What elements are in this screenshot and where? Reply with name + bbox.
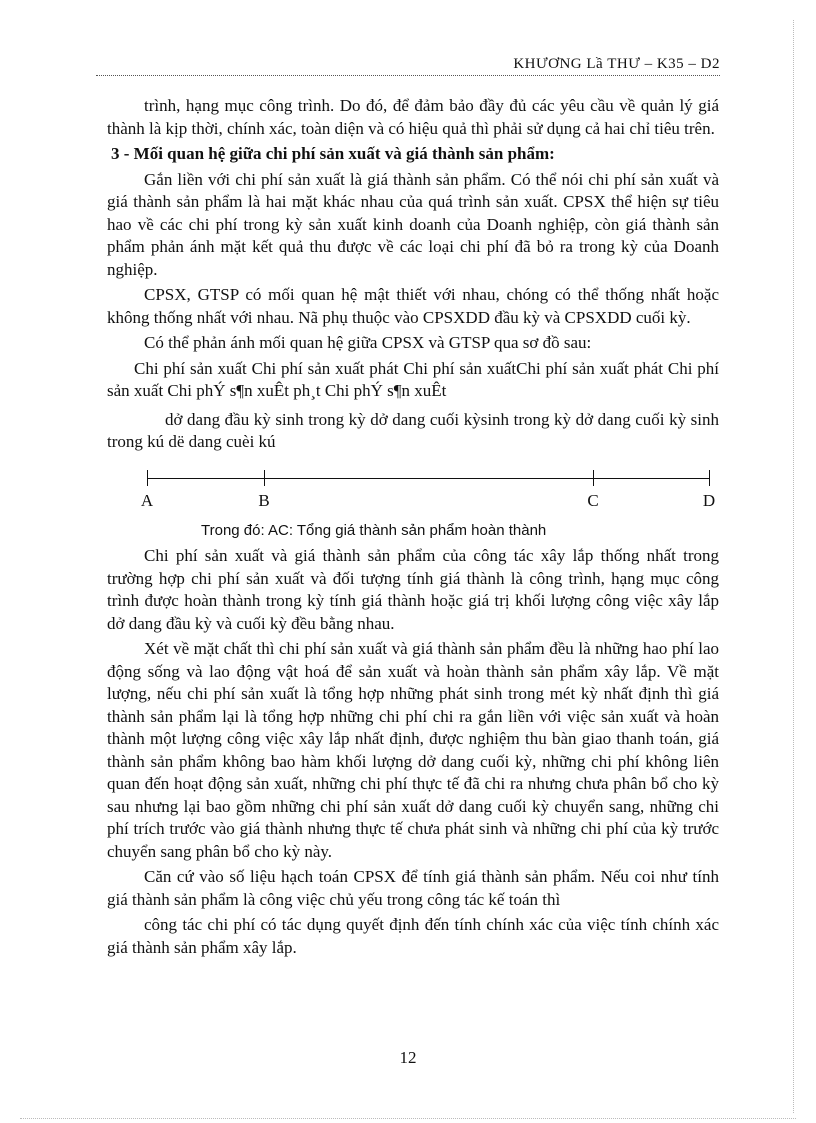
- paragraph-continuation: trình, hạng mục công trình. Do đó, để đảm bảo đầy đủ các yêu cầu về quản lý giá thành là kịp thời, chính xác, toàn diện và có hiệu quả thì phải sử dụng cả hai chỉ tiêu trên.: [107, 96, 719, 138]
- paragraph: công tác chi phí có tác dụng quyết định đến tính chính xác của việc tính chính xác giá thành sản phẩm xây lắp.: [107, 915, 719, 957]
- paragraph: Căn cứ vào số liệu hạch toán CPSX để tính giá thành sản phẩm. Nếu coi như tính giá thành sản phẩm là công việc chủ yếu trong công tác kế toán thì: [107, 867, 719, 909]
- paragraph: Chi phí sản xuất và giá thành sản phẩm của công tác xây lắp thống nhất trong trường hợp chi phí sản xuất và đối tượng tính giá thành là công trình, hạng mục công trình được hoàn thành trong kỳ tính giá thành hoặc giá trị khối lượng công việc xây lắp dở dang đầu kỳ và cuối kỳ đều bằng nhau.: [107, 546, 719, 633]
- page-header: KHƯƠNG Lầ THƯ – K35 – D2: [513, 56, 720, 72]
- timeline-label-b: B: [258, 490, 270, 510]
- paragraph: Có thể phản ánh mối quan hệ giữa CPSX và GTSP qua sơ đồ sau:: [144, 333, 592, 352]
- document-body: [107, 95, 719, 962]
- diagram-top-labels: Chi phí sản xuất Chi phí sản xuất phát Chi phí sản xuấtChi phí sản xuất phát Chi phí sản xuất Chi phÝ s¶n xuÊt ph¸t Chi phÝ s¶n xuÊt: [107, 358, 719, 400]
- cost-timeline-diagram: [107, 460, 719, 520]
- timeline-tick-c: [593, 470, 594, 486]
- timeline-tick-b: [264, 470, 265, 486]
- timeline-label-d: D: [702, 490, 716, 510]
- timeline-tick-a: [147, 470, 148, 486]
- timeline-tick-d: [709, 470, 710, 486]
- diagram-bottom-labels: dở dang đầu kỳ sinh trong kỳ dở dang cuối kỳsinh trong kỳ dở dang cuối kỳ sinh trong kú dë dang cuèi kú: [107, 409, 719, 451]
- timeline-label-c: C: [587, 490, 599, 510]
- header-divider: [96, 75, 720, 76]
- footer-divider: [20, 1118, 796, 1119]
- timeline-axis: [147, 478, 709, 479]
- diagram-caption: Trong đó: AC: Tổng giá thành sản phẩm hoàn thành: [201, 521, 547, 539]
- paragraph: Xét về mặt chất thì chi phí sản xuất và giá thành sản phẩm đều là những hao phí lao động sống và lao động vật hoá để sản xuất và hoàn thành sản phẩm xây lắp. Về mặt lượng, nếu chi phí sản xuất là tổng hợp những phát sinh trong mét kỳ nhất định thì giá thành sản phẩm lại là tổng hợp những chi phí chi ra gắn liền với việc sản xuất và hoàn thành một lượng công việc xây lắp nhất định, được nghiệm thu bàn giao thanh toán, giá thành sản phẩm không bao hàm khối lượng dở dang cuối kỳ, những chi phí không liên quan đến hoạt động sản xuất, những chi phí thực tế đã chi ra nhưng chưa phân bổ cho kỳ sau nhưng lại bao gồm những chi phí sản xuất dở dang cuối kỳ chuyển sang, những chi phí trích trước vào giá thành nhưng thực tế chưa phát sinh và những chi phí của kỳ trước chuyển sang phân bổ cho kỳ này.: [107, 639, 719, 861]
- paragraph: Gắn liền với chi phí sản xuất là giá thành sản phẩm. Có thể nói chi phí sản xuất và giá thành sản phẩm là hai mặt khác nhau của quá trình sản xuất. CPSX thể hiện sự tiêu hao về các chi phí trong kỳ sản xuất kinh doanh của Doanh nghiệp, còn giá thành sản phẩm phản ánh mặt kết quả thu được về các loại chi phí đã bỏ ra trong kỳ của Doanh nghiệp.: [107, 169, 719, 279]
- side-border: [793, 20, 794, 1113]
- page-number: 12: [399, 1048, 417, 1067]
- paragraph: CPSX, GTSP có mối quan hệ mật thiết với nhau, chóng có thể thống nhất hoặc không thống nhất với nhau. Nã phụ thuộc vào CPSXDD đầu kỳ và CPSXDD cuối kỳ.: [107, 285, 719, 327]
- section-heading: 3 - Mối quan hệ giữa chi phí sản xuất và giá thành sản phẩm:: [111, 144, 555, 163]
- timeline-label-a: A: [140, 490, 154, 510]
